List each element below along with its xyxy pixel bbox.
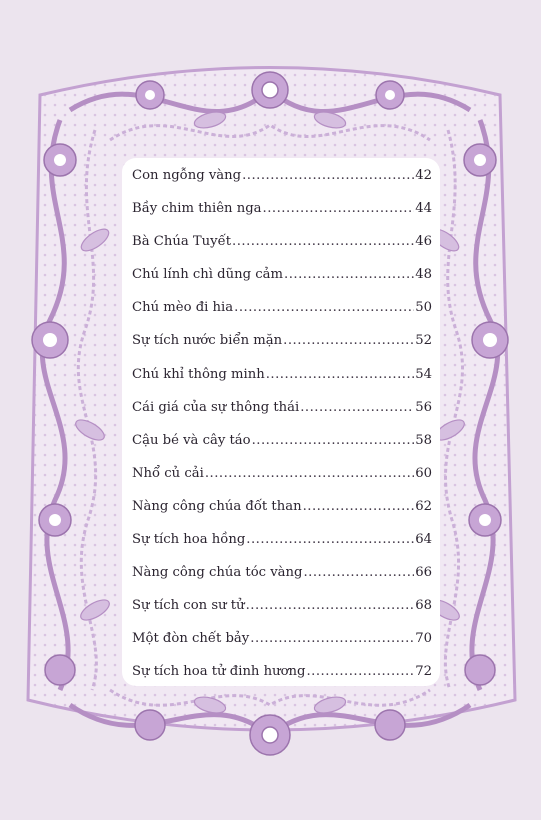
- toc-leader-dots: [246, 598, 415, 613]
- toc-leader-dots: [234, 300, 414, 315]
- toc-entry-page-number: 48: [415, 267, 432, 283]
- toc-entry[interactable]: [132, 664, 432, 697]
- toc-leader-dots: [252, 433, 415, 448]
- toc-entry[interactable]: [132, 201, 432, 234]
- toc-entry[interactable]: [132, 565, 432, 598]
- toc-entry-page-number: 46: [415, 234, 432, 250]
- toc-entry-title: Bầy chim thiên nga: [132, 201, 262, 217]
- toc-entry[interactable]: [132, 499, 432, 532]
- toc-entry-page-number: 60: [415, 465, 432, 481]
- toc-entry-title: Sự tích hoa tử đinh hương: [132, 664, 306, 680]
- toc-entry-page-number: 58: [415, 432, 432, 448]
- toc-entry-page-number: 44: [415, 201, 432, 217]
- toc-entry-title: Bà Chúa Tuyết: [132, 234, 232, 250]
- toc-entry-title: Con ngỗng vàng: [132, 168, 242, 183]
- toc-entry-page-number: 56: [415, 399, 432, 415]
- toc-leader-dots: [250, 631, 414, 646]
- toc-entry-page-number: 54: [415, 366, 432, 382]
- toc-leader-dots: [284, 267, 414, 282]
- toc-leader-dots: [266, 367, 414, 382]
- toc-leader-dots: [242, 168, 414, 183]
- toc-entry-page-number: 52: [415, 333, 432, 349]
- toc-entry[interactable]: [132, 234, 432, 267]
- toc-entry[interactable]: [132, 267, 432, 300]
- toc-leader-dots: [303, 565, 414, 580]
- toc-leader-dots: [232, 234, 414, 249]
- toc-leader-dots: [263, 201, 415, 216]
- toc-entry-title: Chú khỉ thông minh: [132, 366, 265, 382]
- toc-entry-page-number: 72: [415, 664, 432, 680]
- toc-entry-page-number: 42: [415, 168, 432, 183]
- toc-entry[interactable]: [132, 433, 432, 466]
- toc-leader-dots: [283, 333, 414, 348]
- toc-entry-page-number: 68: [415, 598, 432, 614]
- toc-entry-title: Cái giá của sự thông thái: [132, 399, 300, 415]
- toc-entry[interactable]: [132, 300, 432, 333]
- toc-leader-dots: [306, 664, 414, 679]
- toc-entry[interactable]: [132, 367, 432, 400]
- toc-entry-title: Một đòn chết bảy: [132, 631, 250, 647]
- toc-entry-page-number: 62: [415, 498, 432, 514]
- toc-leader-dots: [205, 466, 414, 481]
- toc-entry-title: Sự tích hoa hồng: [132, 532, 246, 548]
- toc-entry[interactable]: [132, 168, 432, 201]
- toc-leader-dots: [300, 400, 414, 415]
- toc-entry-title: Nàng công chúa đốt than: [132, 498, 302, 514]
- toc-entry[interactable]: [132, 598, 432, 631]
- toc-leader-dots: [303, 499, 415, 514]
- toc-entry-title: Cậu bé và cây táo: [132, 432, 251, 448]
- toc-entry[interactable]: [132, 532, 432, 565]
- toc-entry-title: Nhổ củ cải: [132, 465, 204, 481]
- toc-entry-page-number: 50: [415, 300, 432, 316]
- toc-entry[interactable]: [132, 631, 432, 664]
- toc-entry-title: Sự tích nước biển mặn: [132, 333, 283, 349]
- toc-entry-title: Chú mèo đi hia: [132, 300, 234, 316]
- toc-entry-title: Chú lính chì dũng cảm: [132, 267, 283, 283]
- table-of-contents: [132, 168, 432, 698]
- toc-entry-page-number: 66: [415, 565, 432, 581]
- toc-entry-page-number: 70: [415, 631, 432, 647]
- toc-entry[interactable]: [132, 400, 432, 433]
- toc-entry[interactable]: [132, 333, 432, 366]
- toc-entry-title: Sự tích con sư tử: [132, 598, 245, 614]
- toc-leader-dots: [246, 532, 414, 547]
- toc-entry-page-number: 64: [415, 532, 432, 548]
- toc-entry-title: Nàng công chúa tóc vàng: [132, 565, 303, 581]
- toc-entry[interactable]: [132, 466, 432, 499]
